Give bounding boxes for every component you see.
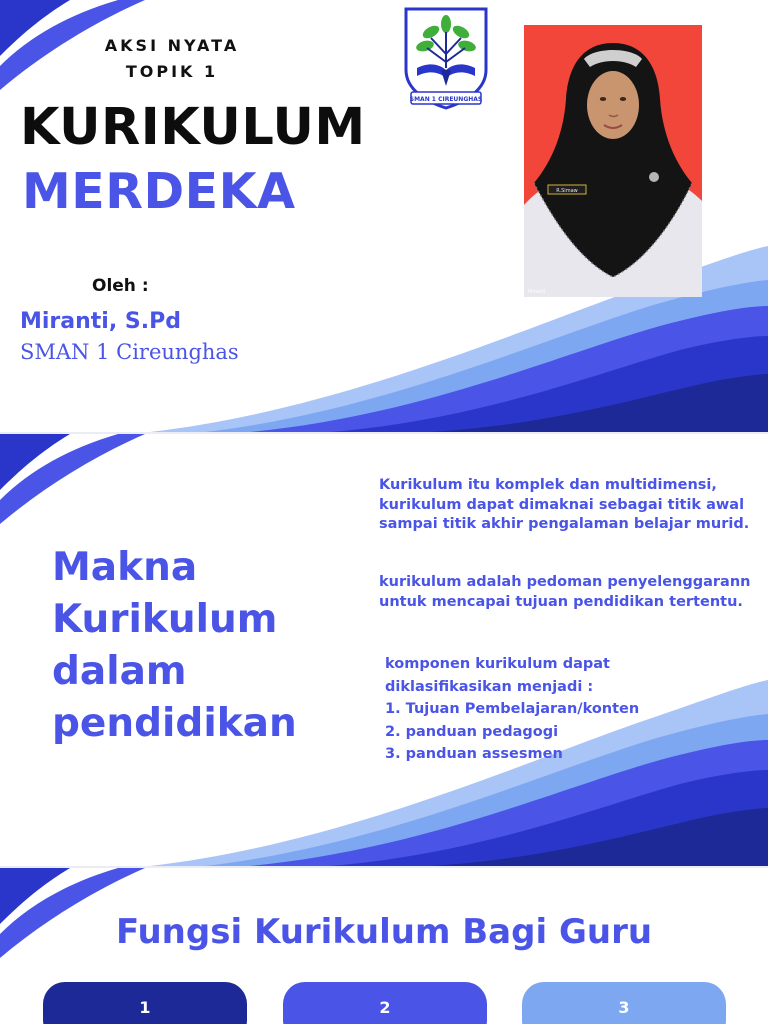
komponen-list <box>385 653 745 766</box>
fungsi-card-3[interactable]: 3 <box>522 982 726 1024</box>
list-item: 1. Tujuan Pembelajaran/konten <box>385 701 640 717</box>
slide-cover <box>0 0 768 432</box>
fungsi-title: Fungsi Kurikulum Bagi Guru <box>115 912 653 952</box>
logo-ribbon-text: SMAN 1 CIREUNGHAS <box>409 96 483 103</box>
makna-heading <box>52 542 342 750</box>
fungsi-card-2[interactable]: 2 <box>283 982 487 1024</box>
heading-line: dalam <box>52 649 187 694</box>
list-item: 3. panduan assesmen <box>385 746 563 762</box>
kicker-line-2: TOPIK 1 <box>125 62 219 81</box>
title-merdeka: MERDEKA <box>22 163 296 220</box>
list-item: 2. panduan pedagogi <box>385 723 559 740</box>
list-intro: diklasifikasikan menjadi : <box>385 678 594 695</box>
paragraph-pedoman: kurikulum adalah pedoman penyelenggarann untuk mencapai tujuan pendidikan tertentu. <box>379 574 751 610</box>
kicker-line-1: AKSI NYATA <box>104 36 240 55</box>
slide-fungsi-kurikulum <box>0 868 768 1024</box>
by-label: Oleh : <box>92 276 149 296</box>
slide-makna-kurikulum <box>0 434 768 866</box>
title-kurikulum: KURIKULUM <box>20 98 366 157</box>
photo-caption: Miranti <box>528 289 546 295</box>
list-intro: komponen kurikulum dapat <box>385 656 610 672</box>
heading-line: Makna <box>52 545 198 590</box>
school-name: SMAN 1 Cireunghas <box>20 340 239 364</box>
author-name: Miranti, S.Pd <box>20 309 181 334</box>
paragraph-definition: Kurikulum itu komplek dan multidimensi, kurikulum dapat dimaknai sebagai titik awal sampai titik akhir pengalaman belajar murid. <box>379 477 750 532</box>
school-logo <box>403 6 489 110</box>
name-tag-text: R.Simaw <box>556 188 578 194</box>
fungsi-card-1[interactable]: 1 <box>43 982 247 1024</box>
heading-line: pendidikan <box>52 701 297 746</box>
heading-line: Kurikulum <box>52 597 278 642</box>
author-photo <box>524 25 702 297</box>
